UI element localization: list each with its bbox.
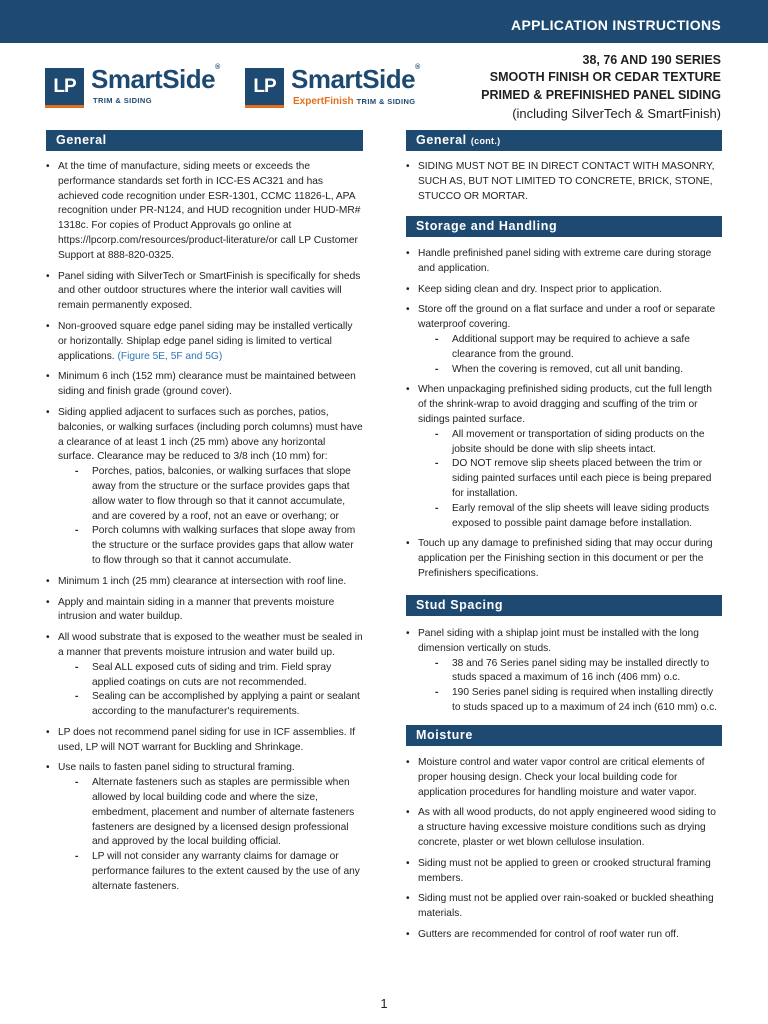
brand-name: SmartSide® <box>291 64 420 94</box>
lp-logo-mark <box>245 68 284 105</box>
sub-list-item: - Additional support may be required to achieve a safe clearance from the ground. <box>418 333 722 363</box>
section-heading-general: General <box>46 130 363 151</box>
list-item-text: Store off the ground on a flat surface and under a roof or separate waterproof covering. <box>418 304 716 331</box>
series-title-3: PRIMED & PREFINISHED PANEL SIDING <box>481 88 721 102</box>
list-item <box>46 761 363 894</box>
general-list <box>46 160 363 901</box>
brand-name: SmartSide® <box>91 64 220 94</box>
list-item: • At the time of manufacture, siding meets or exceeds the performance standards set forth in ICC-ES AC321 and has achieved code recognition under ESR-1301, CCMC 11826-L, APA recognition under PR-N124, and HUD recognition under HUD-MR# 1318c. For copies of Product Approvals go online at https://lpcorp.com/resources/product-literature/or call LP Customer Support at 888-820-0325. <box>46 160 363 264</box>
smartside-expertfinish-logo <box>245 64 445 108</box>
brand-text: SmartSide <box>91 64 216 94</box>
brand-subtitle-text: TRIM & SIDING <box>356 97 416 106</box>
list-item-text: Panel siding with a shiplap joint must be installed with the long dimension vertically on studs. <box>418 628 699 654</box>
list-item <box>46 406 363 569</box>
stud-list <box>406 627 722 722</box>
series-title-1: 38, 76 AND 190 SERIES <box>582 53 721 67</box>
brand-subtitle: TRIM & SIDING <box>93 96 152 105</box>
sub-list-item: - DO NOT remove slip sheets placed between the trim or siding painted surfaces until each piece is being prepared for installation. <box>418 457 722 501</box>
cont-label: (cont.) <box>470 136 501 146</box>
list-item <box>406 303 722 377</box>
list-item: • Minimum 1 inch (25 mm) clearance at intersection with roof line. <box>46 575 363 590</box>
list-item-text: When unpackaging prefinished siding products, cut the full length of the shrink-wrap to avoid dragging and scuffing of the trim or sidings painted surface. <box>418 384 712 425</box>
series-title-2: SMOOTH FINISH OR CEDAR TEXTURE <box>489 70 721 84</box>
list-item-text: Siding applied adjacent to surfaces such as porches, patios, balconies, or walking surfaces (including porch columns) must have a clearance of at least 1 inch (25 mm) above any horizontal surface. Clearance may be reduced to 3/8 inch (10 mm) for: <box>58 406 363 463</box>
list-item: • SIDING MUST NOT BE IN DIRECT CONTACT WITH MASONRY, SUCH AS, BUT NOT LIMITED TO CONCRETE, BRICK, STONE, STUCCO OR MORTAR. <box>406 160 722 204</box>
sub-list-item: - Alternate fasteners such as staples are permissible when allowed by local building code and where the size, embedment, placement and number of alternate fasteners fasteners are designed by a licensed design professional and approved by the local building official. <box>58 776 363 850</box>
sub-list-item: - Porches, patios, balconies, or walking surfaces that slope away from the structure or the surface provides gaps that allow water to flow through so that it cannot accumulate, and are covered by a roof, not an eave or overhang; or <box>58 465 363 524</box>
sub-list-item: - 190 Series panel siding is required when installing directly to studs spaced up to a maximum of 24 inch (610 mm) o.c. <box>418 686 722 716</box>
expertfinish-text: ExpertFinish <box>293 96 354 107</box>
figure-reference-link[interactable]: (Figure 5E, 5F and 5G) <box>117 350 223 362</box>
list-item: • Apply and maintain siding in a manner that prevents moisture intrusion and water buildup. <box>46 596 363 626</box>
list-item: • Touch up any damage to prefinished siding that may occur during application per the Finishing section in this document or per the Prefinishers specifications. <box>406 537 722 581</box>
list-item <box>406 627 722 716</box>
sub-list-item: - Early removal of the slip sheets will leave siding products exposed to possible paint damage before installation. <box>418 502 722 532</box>
sub-list-item: - 38 and 76 Series panel siding may be installed directly to studs spaced a maximum of 16 inch (406 mm) o.c. <box>418 657 722 687</box>
list-item: • Siding must not be applied to green or crooked structural framing members. <box>406 857 722 887</box>
list-item-text: All wood substrate that is exposed to the weather must be sealed in a manner that prevents moisture intrusion and water build up. <box>58 632 363 658</box>
list-item: • Panel siding with SilverTech or SmartFinish is specifically for sheds and other outdoor structures where the interior wall cavities will remain permanently exposed. <box>46 270 363 314</box>
lp-logo-text: LP <box>253 76 276 97</box>
section-heading-stud-spacing: Stud Spacing <box>406 595 722 616</box>
smartside-logo <box>45 64 235 108</box>
list-item: • Keep siding clean and dry. Inspect prior to application. <box>406 283 722 298</box>
list-item <box>406 383 722 531</box>
section-heading-general-cont <box>406 130 722 151</box>
list-item: • Gutters are recommended for control of roof water run off. <box>406 928 722 943</box>
moisture-list <box>406 756 722 949</box>
sub-list-item: - Sealing can be accomplished by applying a paint or sealant according to the manufacturer's requirements. <box>58 690 363 720</box>
section-heading-moisture: Moisture <box>406 725 722 746</box>
section-heading-text: General <box>416 133 467 147</box>
general-cont-list <box>406 160 722 210</box>
list-item: • As with all wood products, do not apply engineered wood siding to a structure having excessive moisture conditions such as drying concrete, plaster or wet blown cellulose insulation. <box>406 806 722 850</box>
sub-list-item: - Porch columns with walking surfaces that slope away from the structure or the surface provides gaps that allow water to flow through so that it cannot accumulate. <box>58 524 363 568</box>
list-item-text: Non-grooved square edge panel siding may be installed vertically or horizontally. Shiplap edge panel siding is limited to vertical applications. <box>58 320 353 362</box>
list-item: • Moisture control and water vapor control are critical elements of proper housing design. Check your local building code for application procedures for handling moisture and water vapor. <box>406 756 722 800</box>
list-item: • Siding must not be applied over rain-soaked or buckled sheathing materials. <box>406 892 722 922</box>
brand-subtitle <box>293 96 416 107</box>
series-subtitle: (including SilverTech & SmartFinish) <box>512 106 721 121</box>
list-item: • Minimum 6 inch (152 mm) clearance must be maintained between siding and finish grade (ground cover). <box>46 370 363 400</box>
section-heading-storage: Storage and Handling <box>406 216 722 237</box>
list-item: • LP does not recommend panel siding for use in ICF assemblies. If used, LP will NOT warrant for Buckling and Shrinkage. <box>46 726 363 756</box>
list-item-text: Use nails to fasten panel siding to structural framing. <box>58 762 295 774</box>
sub-list-item: - Seal ALL exposed cuts of siding and trim. Field spray applied coatings on cuts are not recommended. <box>58 661 363 691</box>
storage-list <box>406 247 722 588</box>
header-bar <box>0 0 768 43</box>
sub-list-item: - All movement or transportation of siding products on the jobsite should be done with slip sheets intact. <box>418 428 722 458</box>
page-number: 1 <box>380 996 388 1011</box>
list-item <box>46 631 363 720</box>
doc-type-title: APPLICATION INSTRUCTIONS <box>511 17 721 33</box>
sub-list-item: - LP will not consider any warranty claims for damage or performance failures to the extent caused by the use of any alternate fasteners. <box>58 850 363 894</box>
lp-logo-text: LP <box>53 76 76 97</box>
list-item <box>46 320 363 364</box>
list-item: • Handle prefinished panel siding with extreme care during storage and application. <box>406 247 722 277</box>
lp-logo-mark <box>45 68 84 105</box>
brand-text: SmartSide <box>291 64 416 94</box>
sub-list-item: - When the covering is removed, cut all unit banding. <box>418 363 722 378</box>
